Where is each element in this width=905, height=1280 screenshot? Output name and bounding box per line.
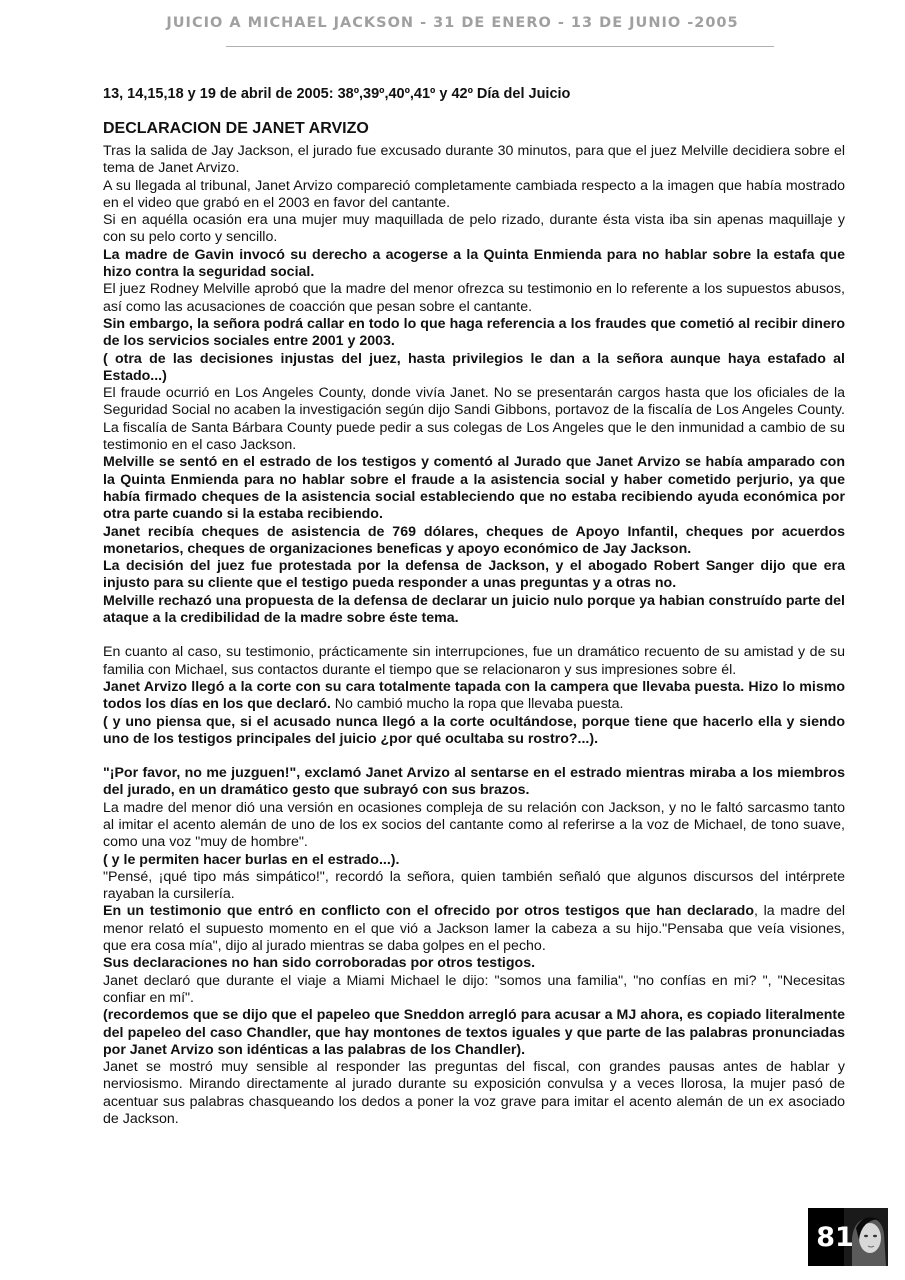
paragraph: Si en aquélla ocasión era una mujer muy maquillada de pelo rizado, durante ésta vista iba sin apenas maquillaje y con su pelo corto y sencillo. [103, 212, 845, 246]
paragraph: El juez Rodney Melville aprobó que la madre del menor ofrezca su testimonio en lo referente a los supuestos abusos, así como las acusaciones de coacción que pesan sobre el cantante. [103, 281, 845, 315]
header-rule [226, 46, 774, 47]
paragraph-bold: (recordemos que se dijo que el papeleo que Sneddon arregló para acusar a MJ ahora, es copiado literalmente del papeleo del caso Chandler, que hay montones de textos iguales y que parte de las palabras pronunciadas por Janet Arvizo son idénticas a las palabras de los Chandler). [103, 1007, 845, 1058]
paragraph-bold: "¡Por favor, no me juzguen!", exclamó Janet Arvizo al sentarse en el estrado mientras miraba a los miembros del jurado, en un dramático gesto que subrayó con sus brazos. [103, 765, 845, 799]
paragraph-bold: ( otra de las decisiones injustas del juez, hasta privilegios le dan a la señora aunque haya estafado al Estado...) [103, 350, 845, 384]
paragraph-bold: Melville rechazó una propuesta de la defensa de declarar un juicio nulo porque ya habian construído parte del ataque a la credibilidad de la madre sobre éste tema. [103, 592, 845, 627]
paragraph-bold: ( y le permiten hacer burlas en el estrado...). [103, 851, 400, 868]
paragraph-bold: ( y uno piensa que, si el acusado nunca llegó a la corte ocultándose, porque tiene que hacerlo ella y siendo uno de los testigos principales del juicio ¿por qué ocultaba su rostro?...). [103, 713, 845, 747]
bold-run: En un testimonio que entró en conflicto con el ofrecido por otros testigos que han declarado [103, 903, 755, 920]
session-line: 13, 14,15,18 y 19 de abril de 2005: 38º,39º,40º,41º y 42º Día del Juicio [103, 86, 571, 102]
paragraph: "Pensé, ¡qué tipo más simpático!", recordó la señora, quien también señaló que algunos discursos del intérprete rayaban la cursilería. [103, 868, 845, 903]
paragraph: El fraude ocurrió en Los Angeles County, donde vivía Janet. No se presentarán cargos hasta que los oficiales de la Seguridad Social no acaben la investigación según dijo Sandi Gibbons, portavoz de la fiscalía de Los Angeles County. [103, 385, 845, 419]
running-header: JUICIO A MICHAEL JACKSON - 31 DE ENERO - 13 DE JUNIO -2005 [166, 15, 739, 31]
page-body [103, 85, 845, 1128]
paragraph-mixed [103, 679, 845, 714]
normal-run: No cambió mucho la ropa que llevaba puesta. [330, 696, 624, 713]
paragraph-gap [103, 748, 845, 765]
paragraph-bold: Melville se sentó en el estrado de los testigos y comentó al Jurado que Janet Arvizo se había amparado con la Quinta Enmienda para no hablar sobre el fraude a la asistencia social y haber cometido perjurio, ya que había firmado cheques de la asistencia social estableciendo que no estaba recibiendo ayuda económica por otra parte cuando si la estaba recibiendo. [103, 454, 845, 523]
bold-run: Janet Arvizo llegó a la corte con su cara totalmente tapada con la campera que llevaba puesta. Hizo lo mismo todos los días en los que declaró. [103, 678, 845, 713]
paragraph: En cuanto al caso, su testimonio, prácticamente sin interrupciones, fue un dramático recuento de su amistad y de su familia con Michael, sus contactos durante el tiempo que se relacionaron y sus impresiones sobre él. [103, 644, 845, 678]
paragraph: La madre del menor dió una versión en ocasiones compleja de su relación con Jackson, y no le faltó sarcasmo tanto al imitar el acento alemán de uno de los ex socios del cantante como al referirse a la voz de Michael, de tono suave, como una voz "muy de hombre". [103, 799, 845, 851]
paragraph: A su llegada al tribunal, Janet Arvizo compareció completamente cambiada respecto a la imagen que había mostrado en el video que grabó en el 2003 en favor del cantante. [103, 177, 845, 211]
paragraph-bold: La decisión del juez fue protestada por la defensa de Jackson, y el abogado Robert Sanger dijo que era injusto para su cliente que el testigo pueda responder a unas preguntas y a otras no. [103, 558, 845, 592]
paragraph-bold: Sus declaraciones no han sido corroboradas por otros testigos. [103, 955, 536, 972]
paragraph-gap [103, 627, 845, 644]
page-number-badge [808, 1208, 888, 1266]
normal-run: , la madre del menor relató el supuesto momento en el que vió a Jackson lamer la cabeza a su hijo."Pensaba que veía visiones, que era cosa mía", dijo al jurado mientras se daba golpes en el pecho. [103, 903, 845, 955]
paragraph-bold: Janet recibía cheques de asistencia de 769 dólares, cheques de Apoyo Infantil, cheques por acuerdos monetarios, cheques de organizaciones beneficas y apoyo económico de Jay Jackson. [103, 523, 845, 557]
paragraph-mixed [103, 903, 845, 955]
section-title: DECLARACION DE JANET ARVIZO [103, 120, 369, 137]
paragraph: Janet se mostró muy sensible al responder las preguntas del fiscal, con grandes pausas antes de hablar y nerviosismo. Mirando directamente al jurado durante su exposición convulsa y a veces llorosa, la mujer pasó de acentuar sus palabras chasqueando los dedos a poner la voz grave para imitar el acento alemán de un ex asociado de Jackson. [103, 1059, 845, 1128]
paragraph-bold: Sin embargo, la señora podrá callar en todo lo que haga referencia a los fraudes que cometió al recibir dinero de los servicios sociales entre 2001 y 2003. [103, 315, 845, 350]
paragraph: Tras la salida de Jay Jackson, el jurado fue excusado durante 30 minutos, para que el juez Melville decidiera sobre el tema de Janet Arvizo. [103, 143, 845, 177]
paragraph: Janet declaró que durante el viaje a Miami Michael le dijo: "somos una familia", "no confías en mi? ", "Necesitas confiar en mí". [103, 972, 845, 1006]
paragraph: La fiscalía de Santa Bárbara County puede pedir a sus colegas de Los Angeles que le den inmunidad a cambio de su testimonio en el caso Jackson. [103, 419, 845, 454]
paragraph-bold: La madre de Gavin invocó su derecho a acogerse a la Quinta Enmienda para no hablar sobre la estafa que hizo contra la seguridad social. [103, 246, 845, 281]
page-number: 81 [816, 1222, 854, 1253]
